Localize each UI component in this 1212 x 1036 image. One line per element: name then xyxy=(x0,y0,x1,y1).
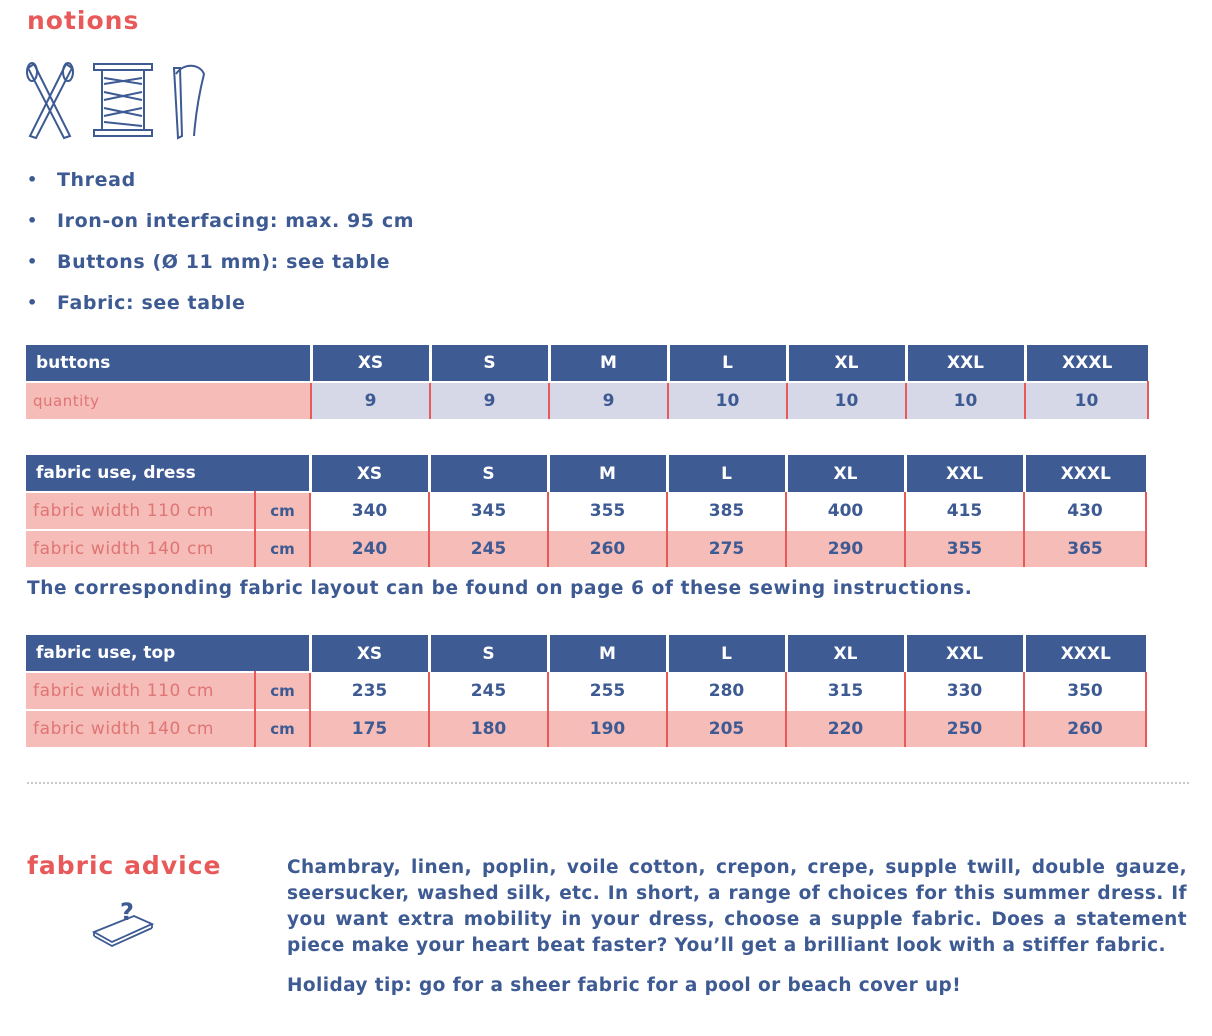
holiday-tip: Holiday tip: go for a sheer fabric for a pool or beach cover up! xyxy=(287,975,962,996)
table-cell: 280 xyxy=(667,672,786,710)
table-header-row xyxy=(26,345,1148,382)
list-item: • Iron-on interfacing: max. 95 cm xyxy=(27,210,415,232)
table-cell: 355 xyxy=(548,492,667,530)
size-header: L xyxy=(667,635,786,672)
fabric-question-icon xyxy=(90,896,156,948)
list-item: • Fabric: see table xyxy=(27,292,246,314)
size-header: XXXL xyxy=(1024,455,1146,492)
table-title: fabric use, dress xyxy=(26,455,310,492)
size-header: XL xyxy=(787,345,906,382)
row-label: fabric width 140 cm xyxy=(26,530,255,567)
size-header: XXL xyxy=(905,455,1024,492)
table-cell: 10 xyxy=(906,382,1025,419)
size-header: M xyxy=(549,345,668,382)
table-cell: 220 xyxy=(786,710,905,747)
table-cell: 350 xyxy=(1024,672,1146,710)
table-cell: 175 xyxy=(310,710,429,747)
table-cell: 10 xyxy=(1025,382,1148,419)
table-cell: 235 xyxy=(310,672,429,710)
unit-label: cm xyxy=(255,672,310,710)
size-header: M xyxy=(548,455,667,492)
row-label: quantity xyxy=(26,382,311,419)
size-header: XL xyxy=(786,455,905,492)
table-cell: 205 xyxy=(667,710,786,747)
table-cell: 365 xyxy=(1024,530,1146,567)
size-header: XS xyxy=(310,455,429,492)
row-label: fabric width 140 cm xyxy=(26,710,255,747)
table-header-row xyxy=(26,635,1146,672)
table-cell: 315 xyxy=(786,672,905,710)
dress-fabric-table xyxy=(26,455,1147,567)
list-item: • Thread xyxy=(27,169,136,191)
notions-heading: notions xyxy=(27,6,140,35)
buttons-table xyxy=(26,345,1149,419)
size-header: S xyxy=(430,345,549,382)
table-cell: 9 xyxy=(549,382,668,419)
size-header: XXXL xyxy=(1025,345,1148,382)
table-cell: 430 xyxy=(1024,492,1146,530)
table-cell: 9 xyxy=(430,382,549,419)
table-cell: 255 xyxy=(548,672,667,710)
size-header: XS xyxy=(310,635,429,672)
size-header: XXL xyxy=(906,345,1025,382)
size-header: L xyxy=(668,345,787,382)
table-cell: 245 xyxy=(429,672,548,710)
table-row xyxy=(26,710,1146,747)
table-header-row xyxy=(26,455,1146,492)
row-label: fabric width 110 cm xyxy=(26,672,255,710)
thread-spool-icon xyxy=(94,64,152,136)
size-header: XL xyxy=(786,635,905,672)
table-row xyxy=(26,382,1148,419)
row-label: fabric width 110 cm xyxy=(26,492,255,530)
table-cell: 345 xyxy=(429,492,548,530)
table-cell: 10 xyxy=(787,382,906,419)
unit-label: cm xyxy=(255,710,310,747)
table-row xyxy=(26,530,1146,567)
table-cell: 415 xyxy=(905,492,1024,530)
unit-label: cm xyxy=(255,530,310,567)
table-title: fabric use, top xyxy=(26,635,310,672)
scissors-icon xyxy=(27,63,73,138)
table-cell: 340 xyxy=(310,492,429,530)
notions-icons xyxy=(24,60,214,142)
table-cell: 355 xyxy=(905,530,1024,567)
table-cell: 240 xyxy=(310,530,429,567)
notions-list xyxy=(27,165,414,329)
table-row xyxy=(26,672,1146,710)
table-cell: 10 xyxy=(668,382,787,419)
table-cell: 9 xyxy=(311,382,430,419)
table-cell: 190 xyxy=(548,710,667,747)
size-header: XXXL xyxy=(1024,635,1146,672)
size-header: L xyxy=(667,455,786,492)
fabric-advice-text: Chambray, linen, poplin, voile cotton, crepon, crepe, supple twill, double gauze, seersucker, washed silk, etc. In short, a range of choices for this summer dress. If you want extra mobility in your dress, choose a supple fabric. Does a statement piece make your heart beat faster? You’ll get a brilliant look with a stiffer fabric. xyxy=(287,857,1187,956)
table-row xyxy=(26,492,1146,530)
table-cell: 250 xyxy=(905,710,1024,747)
size-header: XS xyxy=(311,345,430,382)
table-cell: 290 xyxy=(786,530,905,567)
table-title: buttons xyxy=(26,345,311,382)
needle-icon xyxy=(174,66,204,138)
size-header: S xyxy=(429,635,548,672)
size-header: S xyxy=(429,455,548,492)
svg-text:?: ? xyxy=(120,898,134,926)
unit-label: cm xyxy=(255,492,310,530)
top-fabric-table xyxy=(26,635,1147,747)
table-cell: 330 xyxy=(905,672,1024,710)
size-header: M xyxy=(548,635,667,672)
fabric-advice-heading: fabric advice xyxy=(27,851,222,880)
size-header: XXL xyxy=(905,635,1024,672)
list-item: • Buttons (Ø 11 mm): see table xyxy=(27,251,391,273)
table-cell: 260 xyxy=(548,530,667,567)
table-cell: 275 xyxy=(667,530,786,567)
table-cell: 245 xyxy=(429,530,548,567)
table-cell: 180 xyxy=(429,710,548,747)
table-cell: 385 xyxy=(667,492,786,530)
fabric-layout-note: The corresponding fabric layout can be found on page 6 of these sewing instructions. xyxy=(27,578,973,599)
table-cell: 400 xyxy=(786,492,905,530)
section-divider xyxy=(27,782,1189,784)
table-cell: 260 xyxy=(1024,710,1146,747)
